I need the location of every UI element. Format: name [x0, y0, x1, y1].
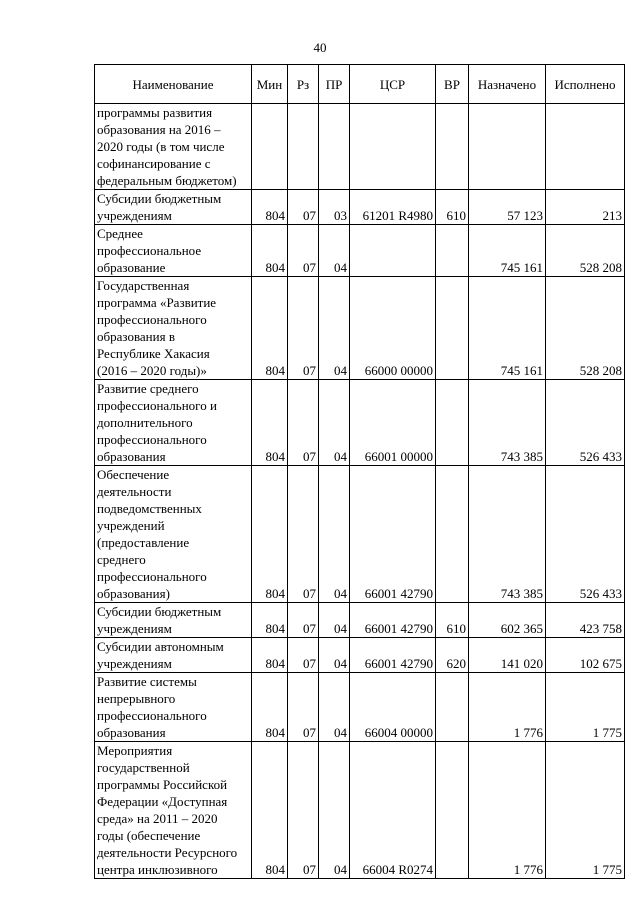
cell-name: Субсидии бюджетным учреждениям: [95, 603, 252, 638]
cell-assigned: 745 161: [469, 225, 546, 277]
cell-vr: 610: [436, 190, 469, 225]
cell-pr: 04: [319, 466, 350, 603]
cell-vr: [436, 225, 469, 277]
cell-assigned: 1 776: [469, 673, 546, 742]
cell-vr: 620: [436, 638, 469, 673]
cell-assigned: 602 365: [469, 603, 546, 638]
cell-executed: 526 433: [546, 380, 625, 466]
header-assigned: Назначено: [469, 65, 546, 104]
cell-rz: 07: [288, 190, 319, 225]
cell-rz: 07: [288, 673, 319, 742]
cell-name: Субсидии автономным учреждениям: [95, 638, 252, 673]
cell-assigned: [469, 104, 546, 190]
cell-vr: 610: [436, 603, 469, 638]
table-row: [95, 466, 625, 603]
cell-csr: 61201 R4980: [350, 190, 436, 225]
cell-assigned: 743 385: [469, 380, 546, 466]
table-body: [95, 104, 625, 879]
cell-name: Государственная программа «Развитие профессионального образования в Республике Хакасия (2016 – 2020 годы)»: [95, 277, 252, 380]
table-row: [95, 380, 625, 466]
header-rz: Рз: [288, 65, 319, 104]
cell-csr: 66001 42790: [350, 466, 436, 603]
cell-pr: 03: [319, 190, 350, 225]
table-row: [95, 104, 625, 190]
cell-executed: 528 208: [546, 277, 625, 380]
cell-pr: 04: [319, 225, 350, 277]
cell-name: Мероприятия государственной программы Российской Федерации «Доступная среда» на 2011 – 2020 годы (обеспечение деятельности Ресурсного центра инклюзивного: [95, 742, 252, 879]
cell-pr: 04: [319, 673, 350, 742]
cell-executed: 423 758: [546, 603, 625, 638]
table-row: [95, 673, 625, 742]
cell-vr: [436, 380, 469, 466]
cell-csr: 66000 00000: [350, 277, 436, 380]
cell-name: Обеспечение деятельности подведомственных учреждений (предоставление среднего профессионального образования): [95, 466, 252, 603]
cell-rz: 07: [288, 603, 319, 638]
header-min: Мин: [252, 65, 288, 104]
cell-csr: [350, 225, 436, 277]
page-number: 40: [313, 40, 327, 55]
header-vr: ВР: [436, 65, 469, 104]
cell-vr: [436, 742, 469, 879]
cell-min: 804: [252, 638, 288, 673]
cell-csr: 66004 00000: [350, 673, 436, 742]
cell-csr: 66001 00000: [350, 380, 436, 466]
cell-executed: [546, 104, 625, 190]
table-row: [95, 742, 625, 879]
cell-csr: [350, 104, 436, 190]
cell-pr: [319, 104, 350, 190]
cell-rz: 07: [288, 225, 319, 277]
cell-name: Развитие системы непрерывного профессионального образования: [95, 673, 252, 742]
header-executed: Исполнено: [546, 65, 625, 104]
cell-assigned: 57 123: [469, 190, 546, 225]
cell-assigned: 745 161: [469, 277, 546, 380]
cell-executed: 213: [546, 190, 625, 225]
cell-pr: 04: [319, 603, 350, 638]
cell-csr: 66001 42790: [350, 603, 436, 638]
table-row: [95, 603, 625, 638]
cell-name: Развитие среднего профессионального и дополнительного профессионального образования: [95, 380, 252, 466]
cell-min: 804: [252, 277, 288, 380]
cell-min: 804: [252, 603, 288, 638]
cell-pr: 04: [319, 380, 350, 466]
cell-pr: 04: [319, 742, 350, 879]
cell-min: 804: [252, 190, 288, 225]
cell-vr: [436, 104, 469, 190]
cell-name: Субсидии бюджетным учреждениям: [95, 190, 252, 225]
table-row: [95, 638, 625, 673]
table-row: [95, 225, 625, 277]
cell-min: 804: [252, 673, 288, 742]
cell-assigned: 141 020: [469, 638, 546, 673]
cell-rz: 07: [288, 466, 319, 603]
cell-min: [252, 104, 288, 190]
cell-name: Среднее профессиональное образование: [95, 225, 252, 277]
header-csr: ЦСР: [350, 65, 436, 104]
table-header-row: [95, 65, 625, 104]
cell-min: 804: [252, 742, 288, 879]
cell-pr: 04: [319, 277, 350, 380]
cell-assigned: 1 776: [469, 742, 546, 879]
header-pr: ПР: [319, 65, 350, 104]
cell-executed: 528 208: [546, 225, 625, 277]
budget-table: [94, 64, 625, 879]
cell-vr: [436, 277, 469, 380]
cell-csr: 66004 R0274: [350, 742, 436, 879]
cell-executed: 102 675: [546, 638, 625, 673]
cell-csr: 66001 42790: [350, 638, 436, 673]
cell-rz: 07: [288, 638, 319, 673]
cell-pr: 04: [319, 638, 350, 673]
cell-rz: 07: [288, 742, 319, 879]
cell-vr: [436, 673, 469, 742]
cell-min: 804: [252, 225, 288, 277]
table-row: [95, 190, 625, 225]
cell-executed: 1 775: [546, 673, 625, 742]
cell-rz: [288, 104, 319, 190]
table-row: [95, 277, 625, 380]
cell-vr: [436, 466, 469, 603]
cell-name: программы развития образования на 2016 – 2020 годы (в том числе софинансирование с федеральным бюджетом): [95, 104, 252, 190]
cell-rz: 07: [288, 277, 319, 380]
cell-executed: 1 775: [546, 742, 625, 879]
cell-min: 804: [252, 380, 288, 466]
header-name: Наименование: [95, 65, 252, 104]
cell-assigned: 743 385: [469, 466, 546, 603]
cell-rz: 07: [288, 380, 319, 466]
cell-executed: 526 433: [546, 466, 625, 603]
cell-min: 804: [252, 466, 288, 603]
